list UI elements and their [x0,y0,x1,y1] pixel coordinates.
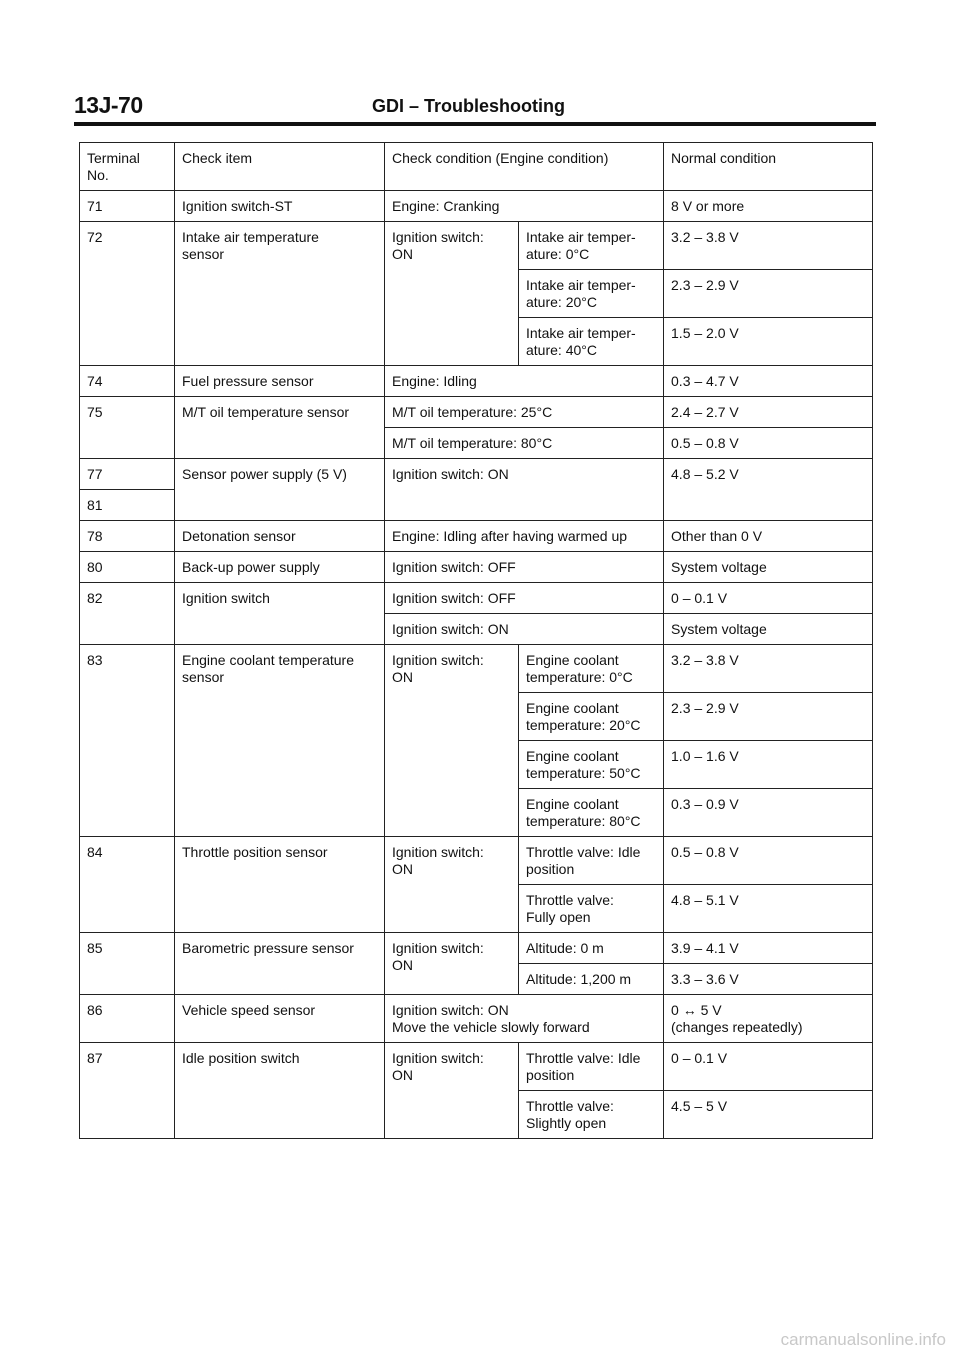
normal-cell: 0 – 0.1 V [664,1043,873,1091]
normal-cell: Other than 0 V [664,521,873,552]
sub-condition-cell: Engine coolant temperature: 50°C [519,741,664,789]
check-item-cell: Idle position switch [175,1043,385,1139]
condition-cell: Engine: Cranking [385,191,664,222]
condition-cell: Ignition switch: ON [385,645,519,837]
sub-condition-cell: Intake air temper- ature: 20°C [519,270,664,318]
condition-cell: M/T oil temperature: 25°C [385,397,664,428]
terminal-cell: 82 [80,583,175,645]
condition-cell: Ignition switch: ON [385,837,519,933]
normal-cell: 0.5 – 0.8 V [664,837,873,885]
check-item-cell: Ignition switch [175,583,385,645]
check-item-cell: Intake air temperature sensor [175,222,385,366]
terminal-cell: 75 [80,397,175,459]
sub-condition-cell: Altitude: 0 m [519,933,664,964]
normal-cell: 2.3 – 2.9 V [664,693,873,741]
terminal-check-table [79,142,873,1139]
table-row [80,397,873,428]
normal-cell: 1.0 – 1.6 V [664,741,873,789]
condition-cell: Ignition switch: ON [385,459,664,521]
terminal-cell: 74 [80,366,175,397]
terminal-cell: 78 [80,521,175,552]
check-item-cell: Back-up power supply [175,552,385,583]
table-row [80,837,873,885]
condition-cell: Ignition switch: ON [385,614,664,645]
page-header [74,92,876,124]
sub-condition-cell: Throttle valve: Idle position [519,1043,664,1091]
normal-cell: 0.3 – 4.7 V [664,366,873,397]
condition-cell: Ignition switch: OFF [385,583,664,614]
normal-cell: 0.5 – 0.8 V [664,428,873,459]
condition-cell: Engine: Idling after having warmed up [385,521,664,552]
check-item-cell: Vehicle speed sensor [175,995,385,1043]
normal-cell: 3.2 – 3.8 V [664,645,873,693]
normal-cell: 4.8 – 5.1 V [664,885,873,933]
normal-cell: 8 V or more [664,191,873,222]
check-item-cell: Ignition switch-ST [175,191,385,222]
check-item-cell: Fuel pressure sensor [175,366,385,397]
condition-cell: Ignition switch: ON [385,222,519,366]
condition-cell: Engine: Idling [385,366,664,397]
header-terminal: Terminal No. [80,143,175,191]
terminal-cell: 80 [80,552,175,583]
sub-condition-cell: Intake air temper- ature: 40°C [519,318,664,366]
table-row [80,222,873,270]
check-item-cell: Detonation sensor [175,521,385,552]
terminal-cell: 83 [80,645,175,837]
table-row [80,191,873,222]
table-row [80,645,873,693]
terminal-cell: 72 [80,222,175,366]
check-item-cell: Throttle position sensor [175,837,385,933]
normal-cell: System voltage [664,552,873,583]
normal-cell: 2.4 – 2.7 V [664,397,873,428]
table-row [80,583,873,614]
header-check-item: Check item [175,143,385,191]
page-number: 13J-70 [74,92,143,118]
normal-cell: 0 ↔ 5 V (changes repeatedly) [664,995,873,1043]
terminal-cell: 77 [80,459,175,490]
condition-cell: Ignition switch: ON Move the vehicle slowly forward [385,995,664,1043]
page-title: GDI – Troubleshooting [372,96,565,116]
header-rule [74,122,876,126]
table-row [80,521,873,552]
normal-cell: 4.5 – 5 V [664,1091,873,1139]
condition-cell: M/T oil temperature: 80°C [385,428,664,459]
sub-condition-cell: Engine coolant temperature: 80°C [519,789,664,837]
check-item-cell: Engine coolant temperature sensor [175,645,385,837]
sub-condition-cell: Altitude: 1,200 m [519,964,664,995]
terminal-cell: 87 [80,1043,175,1139]
sub-condition-cell: Intake air temper- ature: 0°C [519,222,664,270]
sub-condition-cell: Throttle valve: Fully open [519,885,664,933]
condition-cell: Ignition switch: ON [385,1043,519,1139]
condition-cell: Ignition switch: ON [385,933,519,995]
normal-cell: 3.9 – 4.1 V [664,933,873,964]
terminal-cell: 81 [80,490,175,521]
normal-cell: 2.3 – 2.9 V [664,270,873,318]
normal-cell: 1.5 – 2.0 V [664,318,873,366]
normal-cell: 3.2 – 3.8 V [664,222,873,270]
sub-condition-cell: Engine coolant temperature: 20°C [519,693,664,741]
sub-condition-cell: Throttle valve: Slightly open [519,1091,664,1139]
condition-cell: Ignition switch: OFF [385,552,664,583]
table-row [80,995,873,1043]
normal-cell: 0 – 0.1 V [664,583,873,614]
normal-cell: 0.3 – 0.9 V [664,789,873,837]
terminal-cell: 71 [80,191,175,222]
table-row [80,366,873,397]
check-item-cell: Sensor power supply (5 V) [175,459,385,521]
header-check-condition: Check condition (Engine condition) [385,143,664,191]
watermark: carmanualsonline.info [780,1330,946,1349]
normal-cell: 3.3 – 3.6 V [664,964,873,995]
terminal-cell: 86 [80,995,175,1043]
table-row [80,933,873,964]
table-row [80,459,873,490]
table-row [80,1043,873,1091]
check-item-cell: M/T oil temperature sensor [175,397,385,459]
normal-cell: 4.8 – 5.2 V [664,459,873,521]
header-normal-condition: Normal condition [664,143,873,191]
sub-condition-cell: Engine coolant temperature: 0°C [519,645,664,693]
sub-condition-cell: Throttle valve: Idle position [519,837,664,885]
table-header-row [80,143,873,191]
terminal-cell: 84 [80,837,175,933]
check-item-cell: Barometric pressure sensor [175,933,385,995]
table-row [80,552,873,583]
normal-cell: System voltage [664,614,873,645]
terminal-cell: 85 [80,933,175,995]
